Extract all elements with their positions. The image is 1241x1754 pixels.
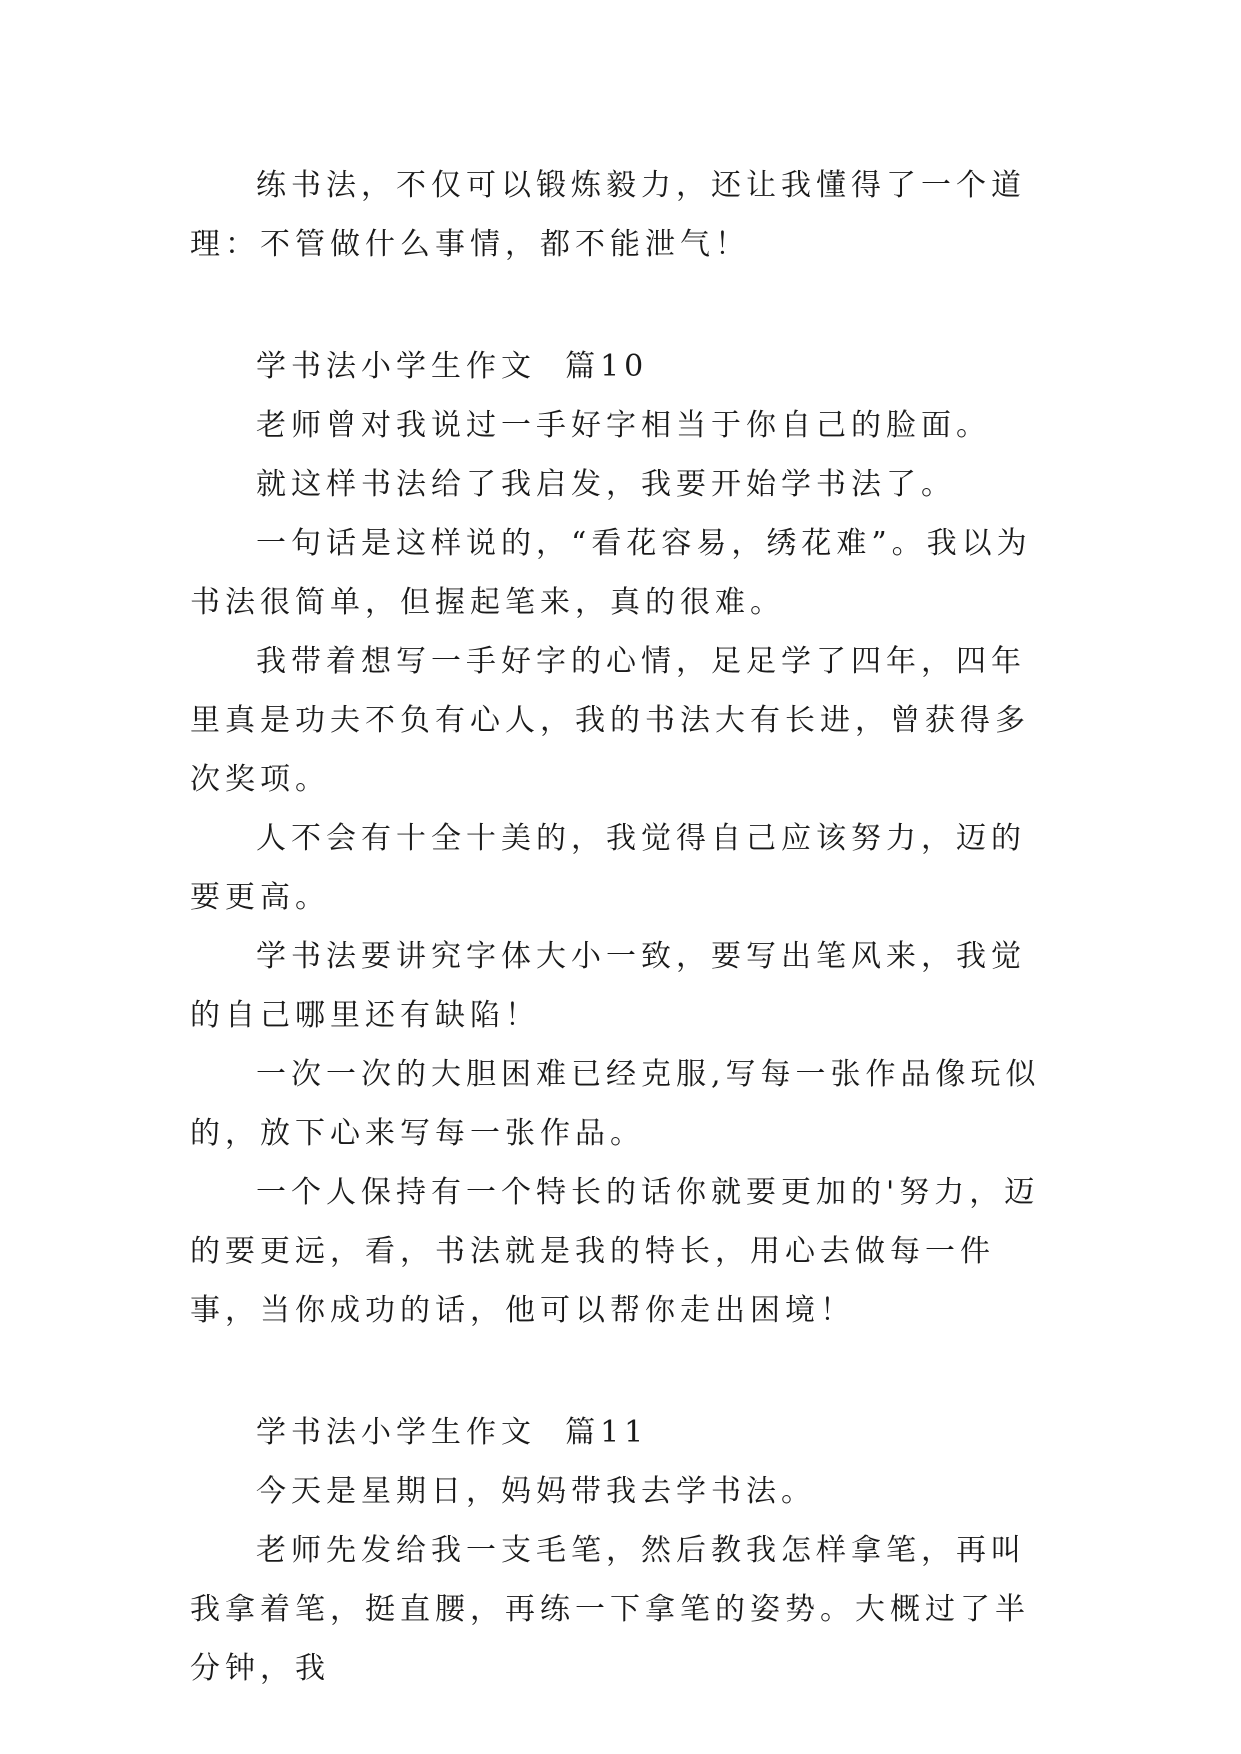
essay-11-paragraph-1: 今天是星期日，妈妈带我去学书法。 — [256, 1474, 816, 1509]
essay-10-paragraph-7: 一次一次的大胆困难已经克服,写每一张作品像玩似的，放下心来写每一张作品。 — [190, 1057, 1041, 1151]
essay-10-paragraph-3: 一句话是这样说的，“看花容易，绣花难”。我以为书法很简单，但握起笔来，真的很难。 — [190, 526, 1032, 620]
essay-11-paragraph-2: 老师先发给我一支毛笔，然后教我怎样拿笔，再叫我拿着笔，挺直腰，再练一下拿笔的姿势。大概过了半分钟，我 — [190, 1533, 1030, 1686]
essay-10-paragraph-4: 我带着想写一手好字的心情，足足学了四年，四年里真是功夫不负有心人，我的书法大有长进，曾获得多次奖项。 — [190, 644, 1030, 797]
essay-10-paragraph-6: 学书法要讲究字体大小一致，要写出笔风来，我觉的自己哪里还有缺陷！ — [190, 939, 1026, 1033]
intro-paragraph: 练书法，不仅可以锻炼毅力，还让我懂得了一个道理：不管做什么事情，都不能泄气！ — [190, 168, 1026, 262]
essay-10-heading: 学书法小学生作文 篇10 — [256, 349, 649, 384]
essay-10-paragraph-8: 一个人保持有一个特长的话你就要更加的'努力，迈的要更远，看，书法就是我的特长，用心去做每一件事，当你成功的话，他可以帮你走出困境！ — [190, 1175, 1040, 1328]
essay-10-paragraph-2: 就这样书法给了我启发，我要开始学书法了。 — [256, 467, 956, 502]
essay-11-heading: 学书法小学生作文 篇11 — [256, 1415, 649, 1450]
section-gap — [190, 274, 1056, 337]
section-gap — [190, 1340, 1056, 1403]
essay-10 — [190, 337, 1056, 1340]
essay-10-paragraph-1: 老师曾对我说过一手好字相当于你自己的脸面。 — [256, 408, 991, 443]
essay-11 — [190, 1403, 1056, 1698]
document-page — [190, 156, 1056, 1698]
essay-10-paragraph-5: 人不会有十全十美的，我觉得自己应该努力，迈的要更高。 — [190, 821, 1026, 915]
